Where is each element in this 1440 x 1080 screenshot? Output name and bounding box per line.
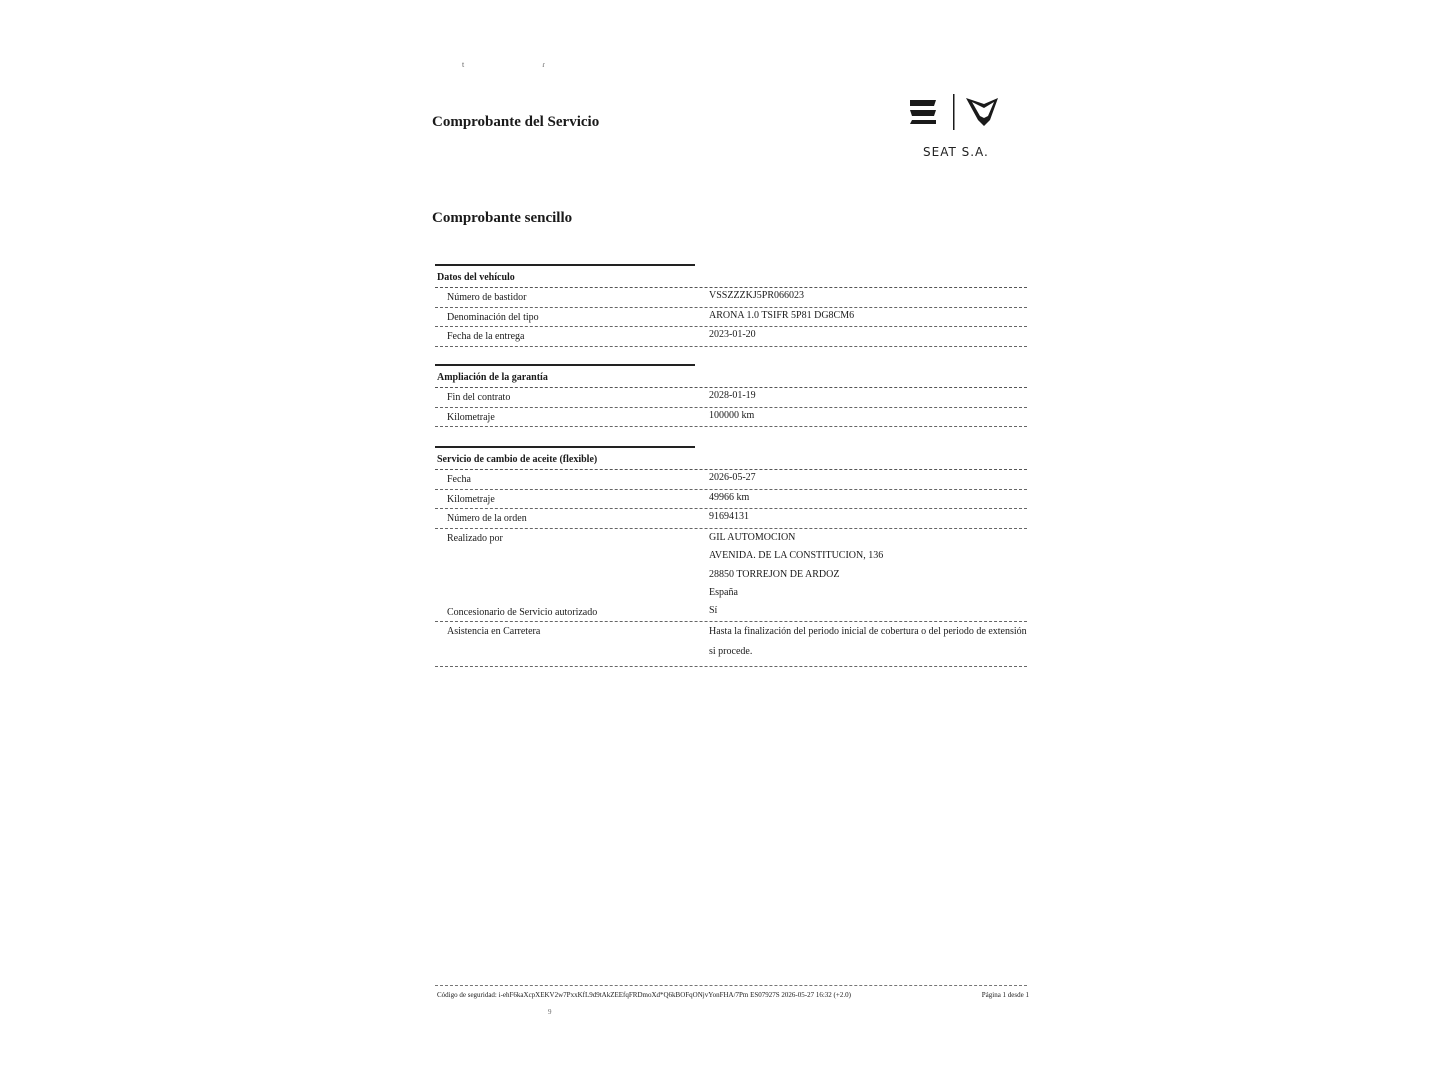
document-title: Comprobante del Servicio: [432, 114, 600, 130]
row-value: ARONA 1.0 TSIFR 5P81 DG8CM6: [709, 309, 855, 321]
row-value: Hasta la finalización del periodo inicial de cobertura o del periodo de extensión si procede.: [709, 626, 1027, 657]
table-row: [435, 308, 1027, 328]
row-label: Kilometraje: [447, 411, 495, 423]
row-value: 2023-01-20: [709, 329, 756, 340]
seat-logo-icon: [910, 100, 936, 124]
address-line: España: [709, 587, 738, 598]
row-label: Realizado por: [447, 532, 503, 544]
section-heading: Servicio de cambio de aceite (flexible): [435, 451, 1027, 470]
cupra-logo-icon: [966, 98, 998, 126]
row-value: Sí: [709, 604, 718, 616]
row-value: 2028-01-19: [709, 390, 756, 401]
row-label: Número de bastidor: [447, 292, 527, 303]
row-value: 49966 km: [709, 491, 750, 503]
page-number: Página 1 desde 1: [981, 991, 1029, 999]
document-subtitle: Comprobante sencillo: [432, 210, 573, 226]
address-line: GIL AUTOMOCION: [709, 531, 796, 543]
vehicle-section: [435, 264, 1027, 347]
row-label: Fecha de la entrega: [447, 331, 525, 342]
section-rule: [435, 364, 695, 366]
row-label: Fin del contrato: [447, 392, 511, 403]
table-row: [435, 327, 1027, 347]
row-label: Asistencia en Carretera: [447, 626, 541, 637]
row-label: Kilometraje: [447, 493, 495, 505]
company-name: SEAT S.A.: [923, 145, 989, 159]
address-block: [709, 529, 1027, 603]
row-value: 91694131: [709, 511, 749, 522]
security-code: Código de seguridad: i-ehF6kaXcpXEKV2w7PxxKfL9d9tAkZEEfqFRDmoXd*Q6kBOFqONjvYonFHA/7Pm ES07927S 2026-05-27 16:32 (+2.0): [437, 991, 851, 999]
performed-by-row: [435, 529, 1027, 603]
service-section: [435, 446, 1027, 667]
footer-rule: [435, 985, 1027, 986]
section-heading: Datos del vehículo: [435, 269, 1027, 288]
table-row: [435, 490, 1027, 510]
section-rule: [435, 264, 695, 266]
row-value: VSSZZZKJ5PR066023: [709, 290, 805, 301]
row-label: Número de la orden: [447, 513, 527, 524]
table-row: [435, 470, 1027, 490]
row-value: 2026-05-27: [709, 472, 756, 483]
table-row: [435, 388, 1027, 408]
row-value: 100000 km: [709, 409, 755, 421]
address-line: AVENIDA. DE LA CONSTITUCION, 136: [709, 550, 884, 561]
table-row: [435, 603, 1027, 623]
scan-marks: t ɾ: [462, 60, 583, 69]
section-rule: [435, 446, 695, 448]
table-row: [435, 622, 1027, 667]
table-row: [435, 288, 1027, 308]
warranty-section: [435, 364, 1027, 427]
section-heading: Ampliación de la garantía: [435, 369, 1027, 388]
row-label: Fecha: [447, 474, 471, 485]
scan-mark: 9: [548, 1008, 552, 1016]
table-row: [435, 408, 1027, 428]
row-label: Denominación del tipo: [447, 311, 539, 323]
row-label: Concesionario de Servicio autorizado: [447, 606, 598, 618]
address-line: 28850 TORREJON DE ARDOZ: [709, 568, 840, 580]
table-row: [435, 509, 1027, 529]
